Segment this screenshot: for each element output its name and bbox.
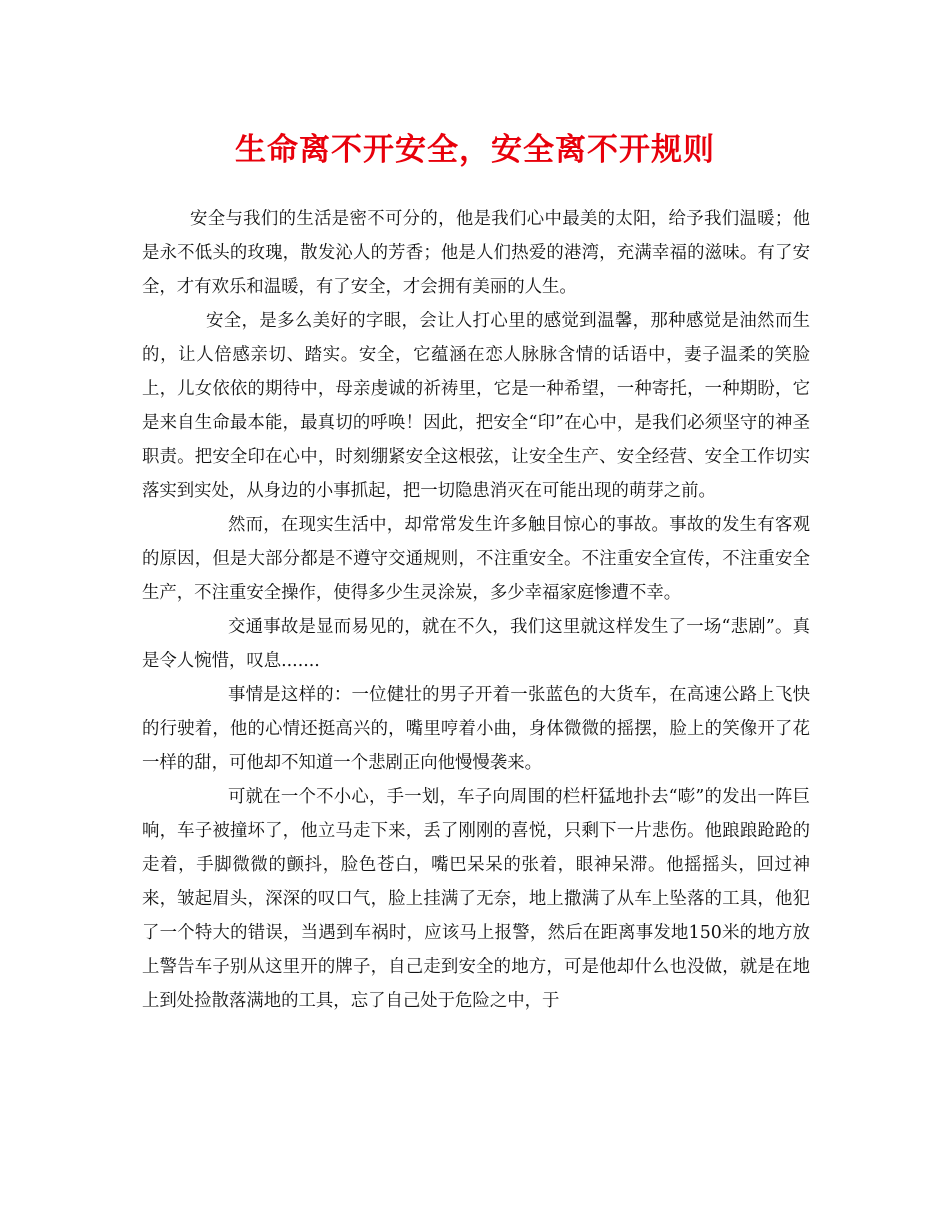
paragraph-2: 安全，是多么美好的字眼，会让人打心里的感觉到温馨，那种感觉是油然而生的，让人倍感亲切、踏实。安全，它蕴涵在恋人脉脉含情的话语中，妻子温柔的笑脸上，儿女依依的期待中，母亲虔诚的祈祷里，它是一种希望，一种寄托，一种期盼，它是来自生命最本能，最真切的呼唤！因此，把安全“印”在心中，是我们必须坚守的神圣职责。把安全印在心中，时刻绷紧安全这根弦，让安全生产、安全经营、安全工作切实落实到实处，从身边的小事抓起，把一切隐患消灭在可能出现的萌芽之前。	[142, 311, 810, 501]
paragraph-4: 交通事故是显而易见的，就在不久，我们这里就这样发生了一场“悲剧”。真是令人惋惜，叹息.......	[142, 617, 810, 671]
paragraph-5: 事情是这样的：一位健壮的男子开着一张蓝色的大货车，在高速公路上飞快的行驶着，他的心情还挺高兴的，嘴里哼着小曲，身体微微的摇摆，脸上的笑像开了花一样的甜，可他却不知道一个悲剧正向他慢慢袭来。	[142, 685, 810, 773]
document-body	[142, 202, 810, 1018]
paragraph-6: 可就在一个不小心，手一划，车子向周围的栏杆猛地扑去“嘭”的发出一阵巨响，车子被撞坏了，他立马走下来，丢了刚刚的喜悦，只剩下一片悲伤。他踉踉跄跄的走着，手脚微微的颤抖，脸色苍白，嘴巴呆呆的张着，眼神呆滞。他摇摇头，回过神来，皱起眉头，深深的叹口气，脸上挂满了无奈，地上撒满了从车上坠落的工具，他犯了一个特大的错误，当遇到车祸时，应该马上报警，然后在距离事发地150米的地方放上警告车子别从这里开的牌子，自己走到安全的地方，可是他却什么也没做，就是在地上到处捡散落满地的工具，忘了自己处于危险之中，于	[142, 787, 810, 1011]
paragraph-1: 安全与我们的生活是密不可分的，他是我们心中最美的太阳，给予我们温暖；他是永不低头的玫瑰，散发沁人的芳香；他是人们热爱的港湾，充满幸福的滋味。有了安全，才有欢乐和温暖，有了安全，才会拥有美丽的人生。	[142, 209, 810, 297]
document-title: 生命离不开安全，安全离不开规则	[235, 132, 715, 168]
paragraph-3: 然而，在现实生活中，却常常发生许多触目惊心的事故。事故的发生有客观的原因，但是大部分都是不遵守交通规则，不注重安全。不注重安全宣传，不注重安全生产，不注重安全操作，使得多少生灵涂炭，多少幸福家庭惨遭不幸。	[142, 515, 810, 603]
